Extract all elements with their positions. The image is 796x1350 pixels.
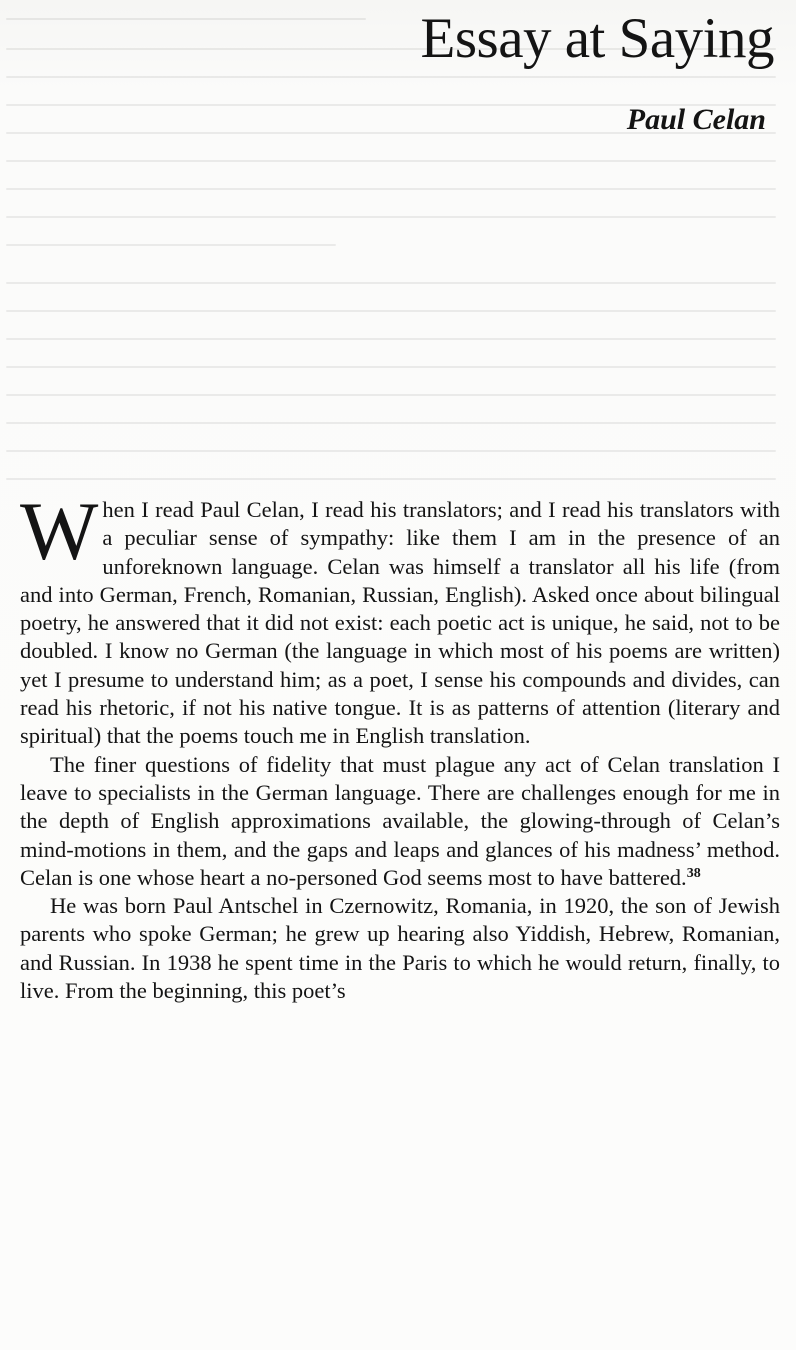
- drop-cap: W: [20, 485, 99, 577]
- essay-author: Paul Celan: [626, 103, 766, 136]
- paragraph-3: [20, 892, 780, 1005]
- essay-body: [20, 485, 780, 1005]
- paragraph-1-text: hen I read Paul Celan, I read his translators; and I read his translators with a peculiar sense of sympathy: like them I am in the presence of an unforeknown language. Celan was himself a translator all his life (from and into German, French, Romanian, Russian, English). Asked once about bilingual poetry, he answered that it did not exist: each poetic act is unique, he said, not to be doubled. I know no German (the language in which most of his poems are written) yet I presume to understand him; as a poet, I sense his compounds and divides, can read his rhetoric, if not his native tongue. It is as patterns of attention (literary and spiritual) that the poems touch me in English translation.: [20, 497, 780, 749]
- paragraph-2: [20, 751, 780, 892]
- paragraph-2-text: The finer questions of fidelity that must plague any act of Celan translation I leave to specialists in the German language. There are challenges enough for me in the depth of English approximations available, the glowing-through of Celan’s mind-motions in them, and the gaps and leaps and glances of his madness’ method. Celan is one whose heart a no-personed God seems most to have battered.: [20, 751, 780, 890]
- paragraph-1: [20, 485, 780, 751]
- paragraph-3-text: He was born Paul Antschel in Czernowitz, Romania, in 1920, the son of Jewish parents who spoke German; he grew up hearing also Yiddish, Hebrew, Romanian, and Russian. In 1938 he spent time in the Paris to which he would return, finally, to live. From the beginning, this poet’s: [20, 893, 780, 1004]
- essay-title: Essay at Saying: [420, 7, 774, 70]
- footnote-marker[interactable]: 38: [686, 865, 701, 881]
- reverse-side-show-through: [6, 0, 786, 520]
